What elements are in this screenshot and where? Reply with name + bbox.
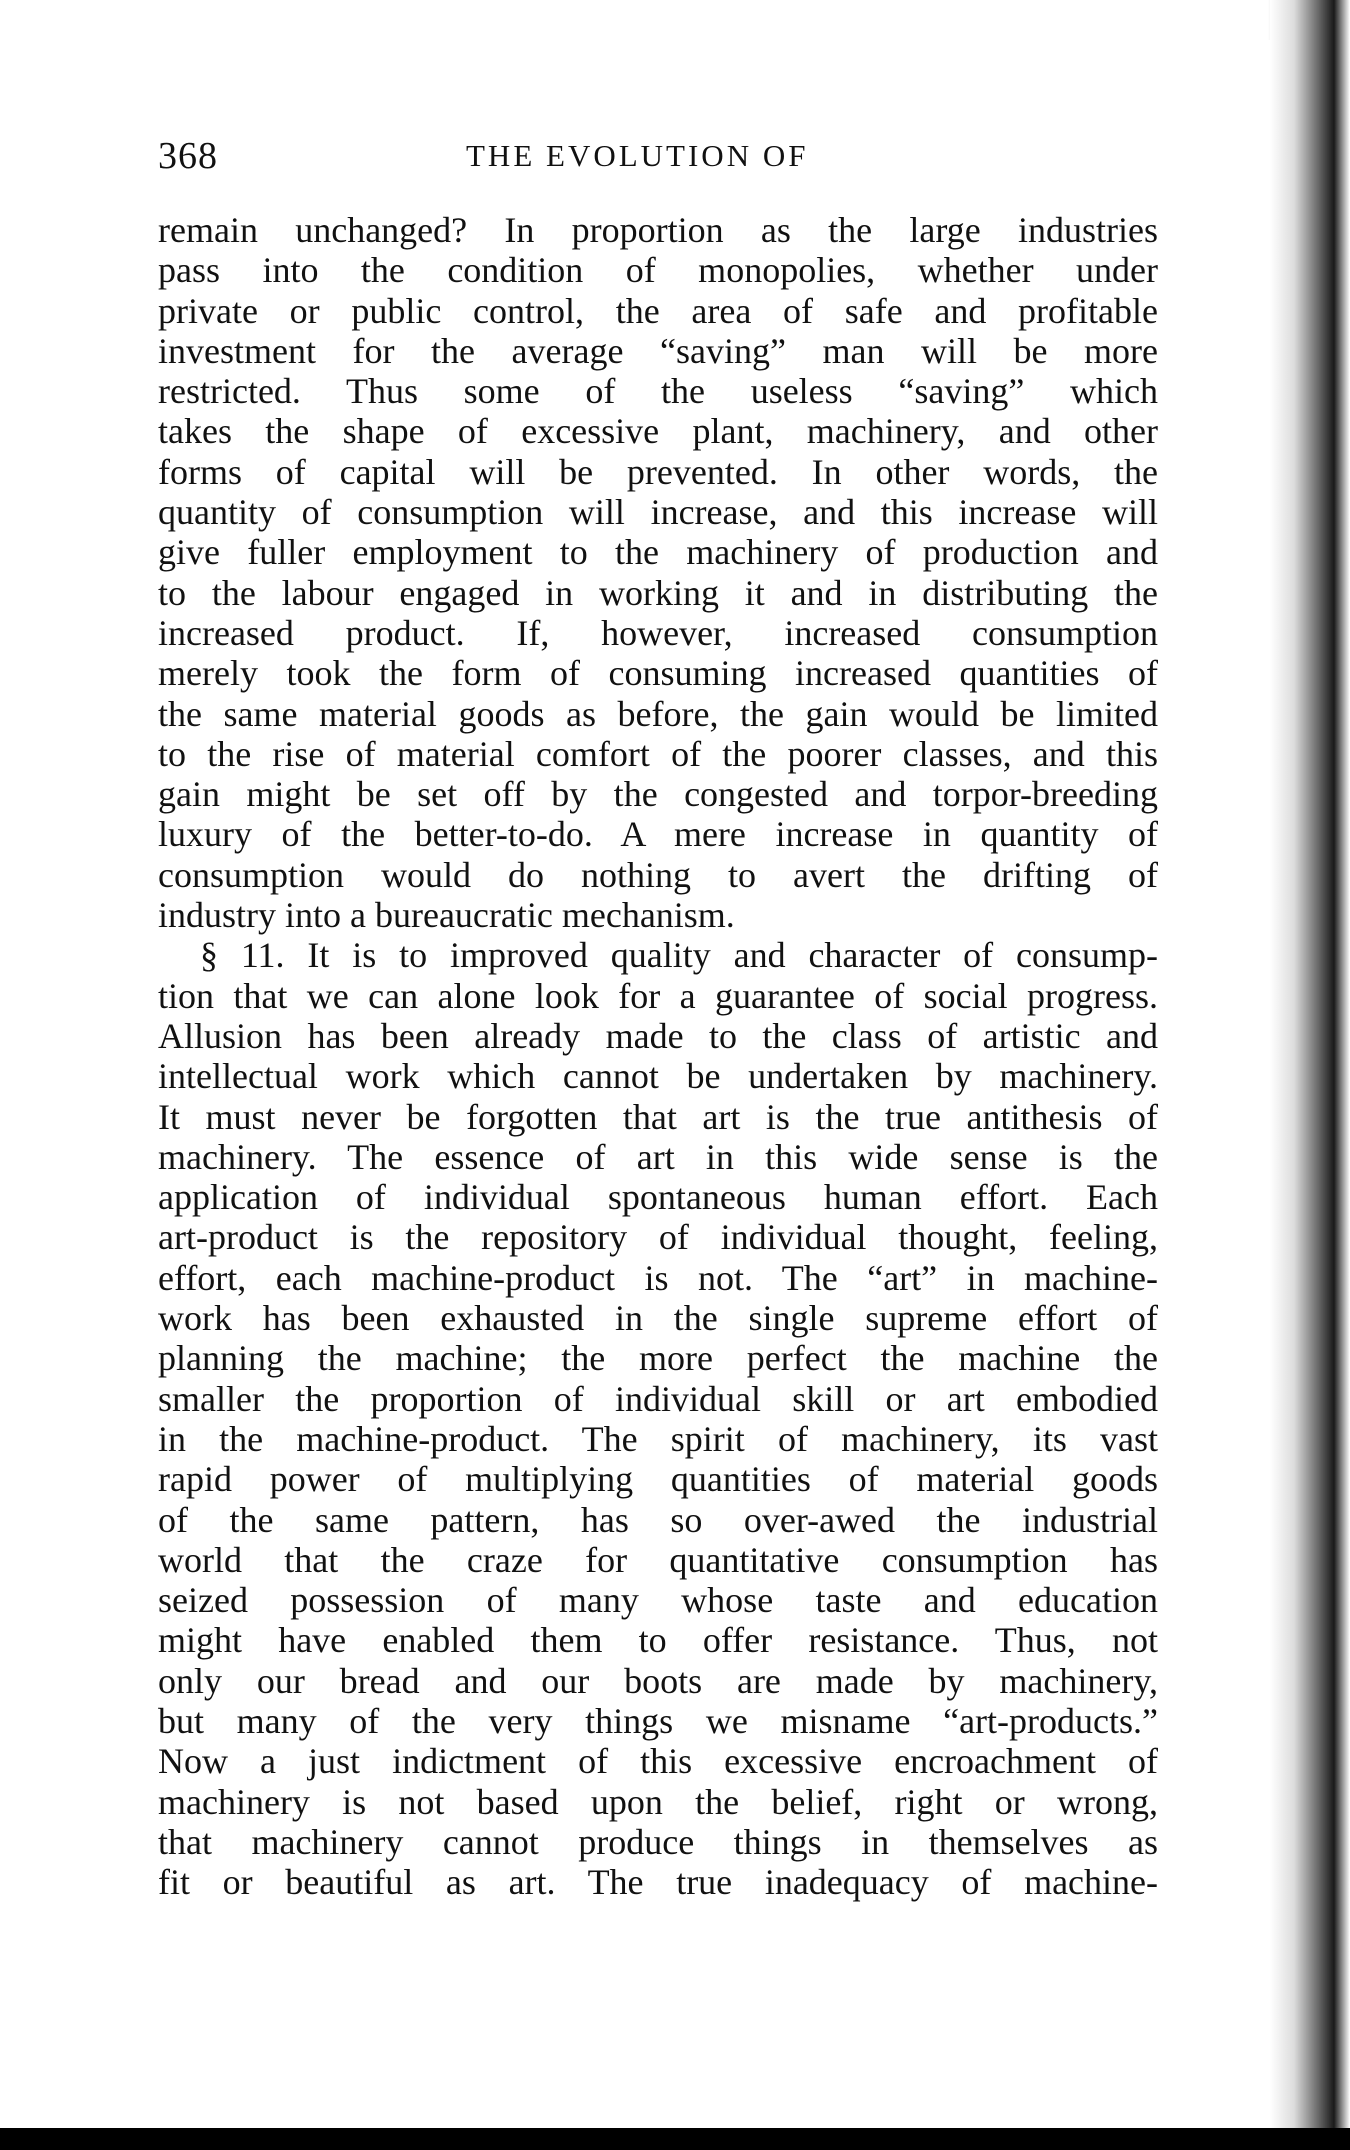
- text-line: fit or beautiful as art. The true inadequacy of machine-: [158, 1862, 1158, 1903]
- text-line: the same material goods as before, the gain would be limited: [158, 693, 1158, 734]
- text-line: It must never be forgotten that art is the true antithesis of: [158, 1096, 1158, 1137]
- text-line: luxury of the better-to-do. A mere increase in quantity of: [158, 814, 1158, 855]
- running-title: THE EVOLUTION OF: [466, 138, 809, 173]
- text-line: might have enabled them to offer resistance. Thus, not: [158, 1620, 1158, 1661]
- scan-bottom-edge: [0, 2128, 1350, 2150]
- text-line: but many of the very things we misname “art-products.”: [158, 1700, 1158, 1741]
- text-line: private or public control, the area of safe and profitable: [158, 290, 1158, 331]
- text-line: Allusion has been already made to the class of artistic and: [158, 1015, 1158, 1056]
- text-line: art-product is the repository of individual thought, feeling,: [158, 1217, 1158, 1258]
- text-line: investment for the average “saving” man will be more: [158, 330, 1158, 371]
- text-line: takes the shape of excessive plant, machinery, and other: [158, 411, 1158, 452]
- section-11-start-line: § 11. It is to improved quality and character of consump-: [200, 935, 1158, 976]
- text-line: tion that we can alone look for a guarantee of social progress.: [158, 975, 1158, 1016]
- text-line: only our bread and our boots are made by machinery,: [158, 1660, 1158, 1701]
- text-line: machinery is not based upon the belief, right or wrong,: [158, 1781, 1158, 1822]
- text-line: forms of capital will be prevented. In other words, the: [158, 451, 1158, 492]
- text-line: application of individual spontaneous human effort. Each: [158, 1177, 1158, 1218]
- binding-shadow: [1270, 0, 1350, 2150]
- text-line: work has been exhausted in the single supreme effort of: [158, 1298, 1158, 1339]
- text-line: Now a just indictment of this excessive encroachment of: [158, 1741, 1158, 1782]
- text-line: in the machine-product. The spirit of machinery, its vast: [158, 1418, 1158, 1459]
- text-line: merely took the form of consuming increased quantities of: [158, 653, 1158, 694]
- text-line: machinery. The essence of art in this wide sense is the: [158, 1136, 1158, 1177]
- text-line: increased product. If, however, increased consumption: [158, 612, 1158, 653]
- text-line: seized possession of many whose taste and education: [158, 1580, 1158, 1621]
- text-line: rapid power of multiplying quantities of material goods: [158, 1459, 1158, 1500]
- text-line: pass into the condition of monopolies, whether under: [158, 250, 1158, 291]
- body-text: [158, 210, 1158, 1902]
- text-line: to the labour engaged in working it and in distributing the: [158, 572, 1158, 613]
- paragraph-end-line: industry into a bureaucratic mechanism.: [158, 895, 735, 936]
- text-line: restricted. Thus some of the useless “saving” which: [158, 371, 1158, 412]
- text-line: of the same pattern, has so over-awed the industrial: [158, 1499, 1158, 1540]
- text-line: consumption would do nothing to avert the drifting of: [158, 854, 1158, 895]
- text-line: give fuller employment to the machinery of production and: [158, 532, 1158, 573]
- text-line: gain might be set off by the congested and torpor-breeding: [158, 774, 1158, 815]
- text-line: quantity of consumption will increase, and this increase will: [158, 492, 1158, 533]
- text-line: smaller the proportion of individual skill or art embodied: [158, 1378, 1158, 1419]
- page-number: 368: [158, 135, 218, 177]
- text-line: planning the machine; the more perfect the machine the: [158, 1338, 1158, 1379]
- text-line: effort, each machine-product is not. The “art” in machine-: [158, 1257, 1158, 1298]
- running-head: [158, 134, 1158, 184]
- text-line: to the rise of material comfort of the poorer classes, and this: [158, 733, 1158, 774]
- text-line: that machinery cannot produce things in themselves as: [158, 1821, 1158, 1862]
- text-line: remain unchanged? In proportion as the large industries: [158, 210, 1158, 250]
- text-line: world that the craze for quantitative consumption has: [158, 1539, 1158, 1580]
- text-line: intellectual work which cannot be undertaken by machinery.: [158, 1056, 1158, 1097]
